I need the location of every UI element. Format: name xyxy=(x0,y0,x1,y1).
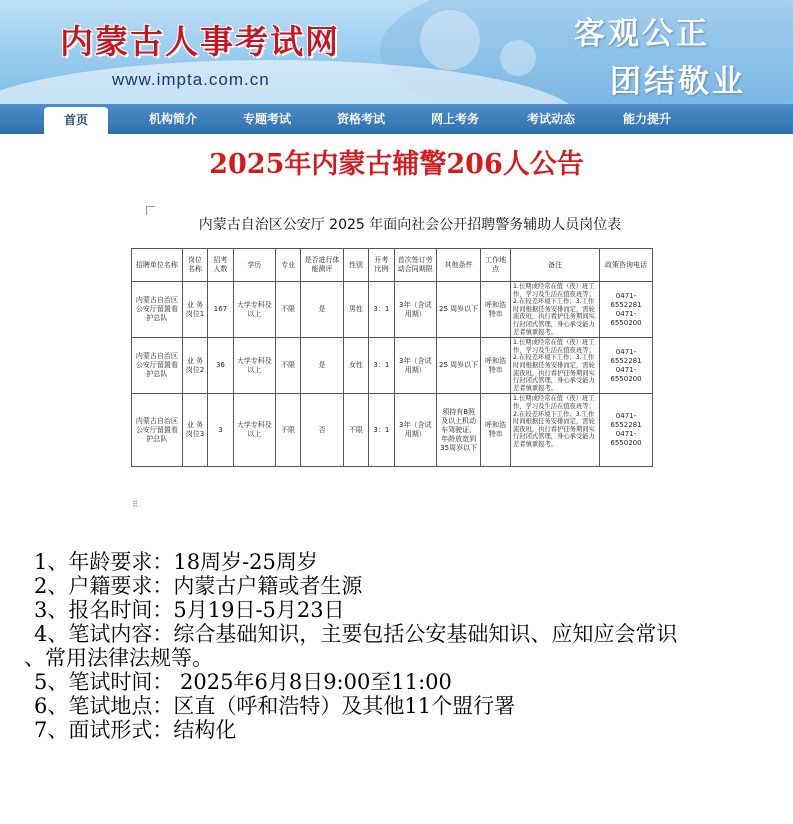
requirement-exam-time: 5、笔试时间： 2025年6月8日9:00至11:00 xyxy=(34,670,452,694)
page-title: 2025年内蒙古辅警206人公告 xyxy=(209,149,584,180)
table-cell: 3年（含试用期） xyxy=(394,394,436,467)
table-cell: 业 务 岗位1 xyxy=(182,282,207,338)
header-cell: 专业 xyxy=(275,249,300,282)
header-cell: 招聘单位名称 xyxy=(132,249,183,282)
table-header-row xyxy=(132,249,653,282)
table-cell: 内蒙古自治区公安厅留置看护总队 xyxy=(132,338,183,394)
table-cell: 25 周岁以下 xyxy=(436,282,480,338)
header-cell: 学历 xyxy=(233,249,275,282)
nav-qualification-exams[interactable]: 资格考试 xyxy=(336,112,385,126)
site-url: www.impta.com.cn xyxy=(112,70,270,89)
table-cell: 3：1 xyxy=(369,338,394,394)
table-cell: 女性 xyxy=(343,338,368,394)
table-row xyxy=(132,282,653,338)
table-cell: 内蒙古自治区公安厅留置看护总队 xyxy=(132,394,183,467)
slogan-line-1: 客观公正 xyxy=(574,16,710,52)
table-cell: 是 xyxy=(301,282,343,338)
table-cell: 3年（含试用期） xyxy=(394,282,436,338)
table-cell-phone: 0471-6552281 0471-6550200 xyxy=(599,282,652,338)
corner-mark xyxy=(146,206,155,215)
table-cell: 不限 xyxy=(275,338,300,394)
nav-skill-improvement[interactable]: 能力提升 xyxy=(622,112,671,126)
table-cell: 大学专科及以上 xyxy=(233,394,275,467)
nav-about[interactable]: 机构简介 xyxy=(148,112,197,126)
main-nav xyxy=(0,104,793,134)
requirement-interview-form: 7、面试形式：结构化 xyxy=(34,718,237,742)
table-cell: 内蒙古自治区公安厅留置看护总队 xyxy=(132,282,183,338)
table-cell: 3：1 xyxy=(369,394,394,467)
table-cell: 否 xyxy=(301,394,343,467)
table-cell: 是 xyxy=(301,338,343,394)
table-cell: 业 务 岗位3 xyxy=(182,394,207,467)
banner-decoration xyxy=(500,40,536,76)
table-cell: 不限 xyxy=(343,394,368,467)
nav-special-exams[interactable]: 专题考试 xyxy=(242,112,291,126)
requirement-registration-time: 3、报名时间：5月19日-5月23日 xyxy=(34,598,345,622)
table-cell: 呼和浩特市 xyxy=(481,282,511,338)
resize-handle-icon: ⠿ xyxy=(132,500,138,509)
table-cell: 36 xyxy=(208,338,233,394)
requirement-exam-location: 6、笔试地点：区直（呼和浩特）及其他11个盟行署 xyxy=(34,694,516,718)
table-cell-note: 1.长期或经常在值（夜）班工作，学习及生活在值夜班等；2.在较差环境下工作；3.工作时间根据任务安排而定，需轮流夜班，执行看护任务期间实行封闭式管理，身心承受能力差者慎重报考。 xyxy=(511,338,600,394)
table-row xyxy=(132,394,653,467)
requirement-household: 2、户籍要求：内蒙古户籍或者生源 xyxy=(34,574,363,598)
site-logo-title[interactable]: 内蒙古人事考试网 xyxy=(60,22,340,61)
table-cell: 业 务 岗位2 xyxy=(182,338,207,394)
header-cell: 首次签订劳动合同期限 xyxy=(394,249,436,282)
table-cell: 不限 xyxy=(275,394,300,467)
slogan-line-2: 团结敬业 xyxy=(610,64,746,100)
header-banner xyxy=(0,0,793,104)
table-cell: 3年（含试用期） xyxy=(394,338,436,394)
requirement-age: 1、年龄要求：18周岁-25周岁 xyxy=(34,550,318,574)
table-cell: 须持有B照及以上机动车驾驶证，年龄放宽到35周岁以下 xyxy=(436,394,480,467)
table-cell-phone: 0471-6552281 0471-6550200 xyxy=(599,394,652,467)
table-cell: 167 xyxy=(208,282,233,338)
table-cell-note: 1.长期或经常在值（夜）班工作，学习及生活在值夜班等；2.在较差环境下工作；3.工作时间根据任务安排而定，需轮流夜班，执行看护任务期间实行封闭式管理，身心承受能力差者慎重报考。 xyxy=(511,282,600,338)
header-cell: 政策咨询电话 xyxy=(599,249,652,282)
table-cell: 呼和浩特市 xyxy=(481,338,511,394)
requirement-exam-content-cont: 、常用法律法规等。 xyxy=(24,646,213,670)
table-cell: 3 xyxy=(208,394,233,467)
banner-decoration xyxy=(420,10,480,70)
header-cell: 工作地点 xyxy=(481,249,511,282)
table-cell: 3：1 xyxy=(369,282,394,338)
header-cell: 开考比例 xyxy=(369,249,394,282)
header-cell: 性别 xyxy=(343,249,368,282)
table-cell: 呼和浩特市 xyxy=(481,394,511,467)
table-cell-phone: 0471-6552281 0471-6550200 xyxy=(599,338,652,394)
nav-online-affairs[interactable]: 网上考务 xyxy=(430,112,479,126)
table-cell: 男性 xyxy=(343,282,368,338)
table-title: 内蒙古自治区公安厅 2025 年面向社会公开招聘警务辅助人员岗位表 xyxy=(198,217,622,233)
header-cell: 备注 xyxy=(511,249,600,282)
table-cell: 不限 xyxy=(275,282,300,338)
requirement-exam-content: 4、笔试内容：综合基础知识，主要包括公安基础知识、应知应会常识 xyxy=(34,622,678,646)
table-cell: 25 周岁以下 xyxy=(436,338,480,394)
position-table xyxy=(131,248,653,467)
table-row xyxy=(132,338,653,394)
header-cell: 招考人数 xyxy=(208,249,233,282)
table-cell-note: 1.长期或经常在值（夜）班工作，学习及生活在值夜班等；2.在较差环境下工作；3.工作时间根据任务安排而定，需轮流夜班，执行看护任务期间实行封闭式管理，身心承受能力差者慎重报考。 xyxy=(511,394,600,467)
header-cell: 其他条件 xyxy=(436,249,480,282)
nav-home[interactable]: 首页 xyxy=(44,107,108,134)
header-cell: 是否进行体能测评 xyxy=(301,249,343,282)
header-cell: 岗位名称 xyxy=(182,249,207,282)
nav-exam-news[interactable]: 考试动态 xyxy=(526,112,575,126)
table-cell: 大学专科及以上 xyxy=(233,282,275,338)
table-cell: 大学专科及以上 xyxy=(233,338,275,394)
